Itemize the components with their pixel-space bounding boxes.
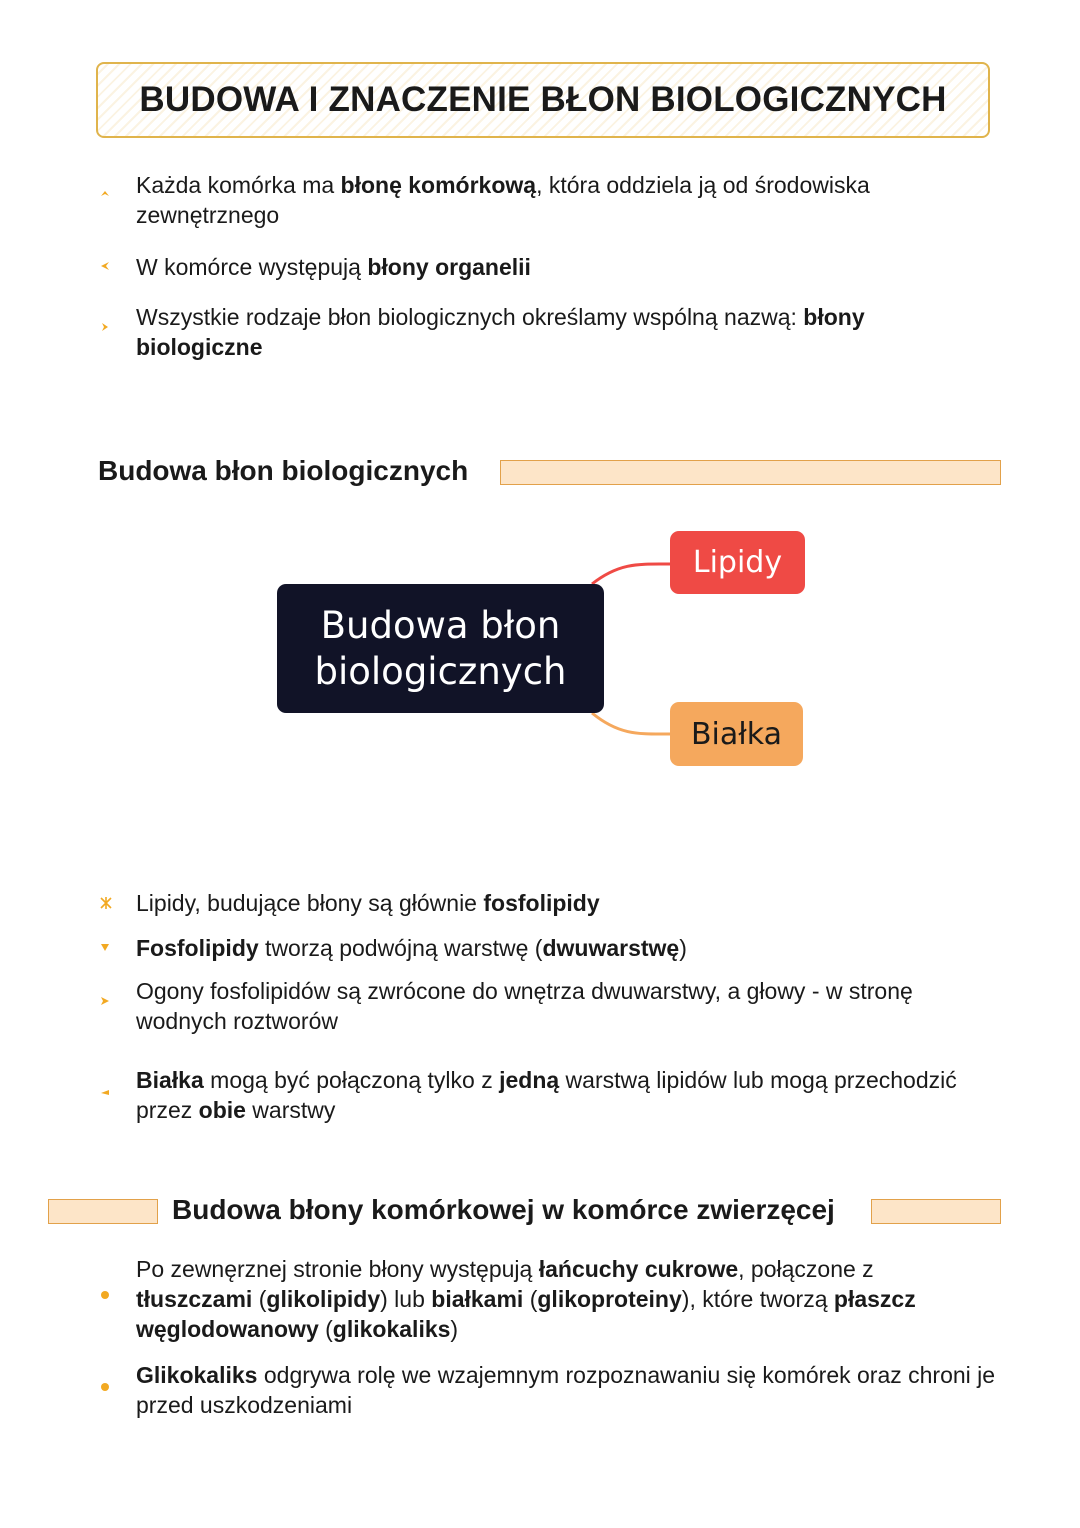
mindmap-node-lipidy <box>670 531 805 594</box>
bold-term: Fosfolipidy <box>136 935 259 961</box>
bullet-icon <box>100 996 110 1006</box>
bold-term: obie <box>198 1097 246 1123</box>
mindmap-center-label: Budowa błon biologicznych <box>314 603 567 693</box>
bold-term: dwuwarstwę <box>542 935 680 961</box>
text-segment: , połączone z <box>738 1256 874 1282</box>
bullet-icon <box>100 897 110 907</box>
heading-bar <box>871 1199 1001 1224</box>
text-segment: ( <box>318 1316 333 1342</box>
bullet-icon <box>100 1087 110 1097</box>
detail-text-2 <box>136 978 913 1034</box>
heading-bar <box>48 1199 158 1224</box>
bullet-icon <box>100 942 110 952</box>
mindmap-node-label: Lipidy <box>692 545 783 580</box>
list-item <box>136 933 996 963</box>
bold-term: glikokaliks <box>332 1316 451 1342</box>
list-item <box>136 976 996 1036</box>
list-item <box>136 888 996 918</box>
text-segment: tworzą podwójną warstwę ( <box>258 935 543 961</box>
bold-term: płaszcz węglodowanowy <box>136 1286 916 1342</box>
bullet-icon <box>100 1290 110 1300</box>
bold-term: błonę komórkową <box>340 172 537 198</box>
bold-term: Białka <box>136 1067 204 1093</box>
text-segment: ) <box>450 1316 459 1342</box>
bold-term: białkami <box>431 1286 524 1312</box>
text-segment: ( <box>523 1286 538 1312</box>
mindmap-center-node <box>277 584 604 713</box>
text-segment: ) lub <box>380 1286 432 1312</box>
text-segment: ) <box>679 935 687 961</box>
animal-text-0 <box>136 1256 916 1342</box>
text-segment: Wszystkie rodzaje błon biologicznych określamy wspólną nazwą: <box>136 304 804 330</box>
bold-term: glikolipidy <box>266 1286 381 1312</box>
page-title: BUDOWA I ZNACZENIE BŁON BIOLOGICZNYCH <box>139 80 947 119</box>
detail-text-1 <box>136 935 687 961</box>
bold-term: jedną <box>499 1067 560 1093</box>
bold-term: łańcuchy cukrowe <box>538 1256 739 1282</box>
text-segment: Ogony fosfolipidów są zwrócone do wnętrza dwuwarstwy, a głowy - w stronę wodnych roztworów <box>136 978 913 1034</box>
section-heading: Budowa błon biologicznych <box>98 455 469 486</box>
bullet-icon <box>100 1382 110 1392</box>
detail-text-0 <box>136 890 600 916</box>
bold-term: tłuszczami <box>136 1286 253 1312</box>
mindmap-node-bialka <box>670 702 803 766</box>
animal-text-1 <box>136 1362 995 1418</box>
detail-text-3 <box>136 1067 957 1123</box>
text-segment: ), które tworzą <box>681 1286 834 1312</box>
bold-term: błony organelii <box>367 254 531 280</box>
bold-term: błony biologiczne <box>136 304 865 360</box>
text-segment: warstwą lipidów lub mogą przechodzić przez <box>136 1067 957 1123</box>
list-item <box>136 1254 996 1344</box>
text-segment: warstwy <box>245 1097 336 1123</box>
bold-term: Glikokaliks <box>136 1362 258 1388</box>
list-item <box>136 1065 996 1125</box>
text-segment: , która oddziela ją od środowiska zewnętrznego <box>136 172 870 228</box>
text-segment: mogą być połączoną tylko z <box>203 1067 500 1093</box>
mindmap-node-label: Białka <box>690 716 783 752</box>
list-item <box>136 1360 996 1420</box>
bold-term: fosfolipidy <box>483 890 600 916</box>
text-segment: W komórce występują <box>136 254 368 280</box>
section-heading: Budowa błony komórkowej w komórce zwierzęcej <box>172 1194 835 1225</box>
bold-term: glikoproteiny <box>537 1286 682 1312</box>
text-segment: Lipidy, budujące błony są głównie <box>136 890 484 916</box>
text-segment: Każda komórka ma <box>136 172 341 198</box>
text-segment: ( <box>252 1286 267 1312</box>
text-segment: Po zewnęrznej stronie błony występują <box>136 1256 539 1282</box>
text-segment: odgrywa rolę we wzajemnym rozpoznawaniu się komórek oraz chroni je przed uszkodzeniami <box>136 1362 996 1418</box>
